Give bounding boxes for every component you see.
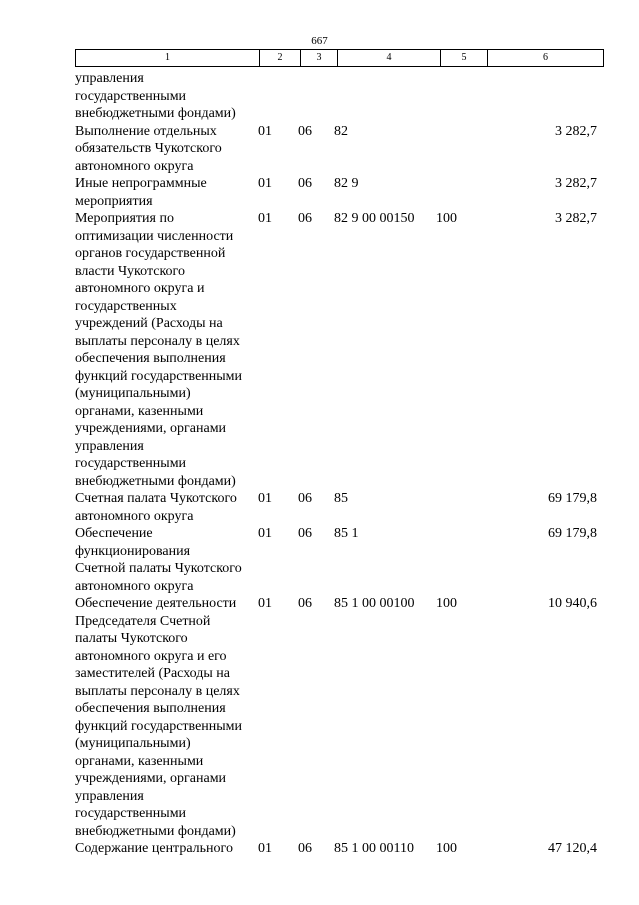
table-header xyxy=(75,49,604,67)
table-header-row xyxy=(76,50,604,67)
table-row xyxy=(75,70,597,123)
row-section: 01 xyxy=(258,123,272,139)
row-subsection: 06 xyxy=(298,841,312,856)
row-name: Иные непрограммные мероприятия xyxy=(75,176,207,209)
row-amount: 3 282,7 xyxy=(555,211,597,226)
row-name: Обеспечение функционирования Счетной палаты Чукотского автономного округа xyxy=(75,526,242,594)
row-amount: 3 282,7 xyxy=(555,176,597,191)
row-name: Счетная палата Чукотского автономного округа xyxy=(75,491,237,524)
row-subsection xyxy=(298,70,334,123)
row-expense-type: 100 xyxy=(436,211,457,226)
row-name: Выполнение отдельных обязательств Чукотского автономного округа xyxy=(75,123,222,174)
row-target-code: 85 1 00 00100 xyxy=(334,596,415,611)
row-subsection: 06 xyxy=(298,211,312,226)
budget-table xyxy=(75,70,597,858)
row-expense-type: 100 xyxy=(436,841,457,856)
row-target-code: 85 1 00 00110 xyxy=(334,841,414,856)
row-target-code xyxy=(334,70,436,123)
row-section: 01 xyxy=(258,841,272,856)
row-expense-type xyxy=(436,525,482,595)
row-amount: 69 179,8 xyxy=(548,526,597,541)
row-expense-type xyxy=(436,70,482,123)
table-row xyxy=(75,595,597,840)
column-header-6: 6 xyxy=(488,50,604,67)
table-row xyxy=(75,525,597,595)
table-row xyxy=(75,123,597,176)
row-section: 01 xyxy=(258,211,272,226)
row-subsection: 06 xyxy=(298,526,312,541)
row-amount xyxy=(482,70,597,123)
row-target-code: 82 9 xyxy=(334,176,359,191)
column-header-1: 1 xyxy=(76,50,260,67)
row-target-code: 82 xyxy=(334,123,348,139)
row-target-code: 85 1 xyxy=(334,526,359,541)
row-expense-type xyxy=(436,123,482,176)
table-row xyxy=(75,210,597,490)
budget-table-body xyxy=(75,70,597,858)
row-target-code: 85 xyxy=(334,491,348,506)
column-header-2: 2 xyxy=(260,50,301,67)
row-section xyxy=(258,70,298,123)
row-amount: 47 120,4 xyxy=(548,841,597,856)
page-number: 667 xyxy=(311,35,328,47)
row-section: 01 xyxy=(258,596,272,611)
row-subsection: 06 xyxy=(298,123,312,139)
row-subsection: 06 xyxy=(298,596,312,611)
row-expense-type: 100 xyxy=(436,596,457,611)
row-amount: 3 282,7 xyxy=(555,123,597,139)
row-expense-type xyxy=(436,490,482,525)
column-header-4: 4 xyxy=(338,50,441,67)
row-name: Содержание центрального xyxy=(75,841,233,856)
row-amount: 69 179,8 xyxy=(548,491,597,506)
row-section: 01 xyxy=(258,491,272,506)
row-section: 01 xyxy=(258,176,272,191)
row-name: Обеспечение деятельности Председателя Счетной палаты Чукотского автономного округа и его заместителей (Расходы на выплаты персоналу в целях обеспечения выполнения функций государственными (муниципальными) органами, казенными учреждениями, органами управления государственными внебюджетными фондами) xyxy=(75,596,243,839)
column-header-5: 5 xyxy=(441,50,488,67)
table-row xyxy=(75,840,597,858)
column-header-3: 3 xyxy=(301,50,338,67)
row-subsection: 06 xyxy=(298,491,312,506)
row-subsection: 06 xyxy=(298,176,312,191)
table-row xyxy=(75,490,597,525)
table-row xyxy=(75,175,597,210)
row-expense-type xyxy=(436,175,482,210)
row-amount: 10 940,6 xyxy=(548,596,597,611)
row-name: Мероприятия по оптимизации численности органов государственной власти Чукотского автономного округа и государственных учреждений (Расходы на выплаты персоналу в целях обеспечения выполнения функций государственными (муниципальными) органами, казенными учреждениями, органами управления государственными внебюджетными фондами) xyxy=(75,211,243,489)
row-section: 01 xyxy=(258,526,272,541)
row-name: управления государственными внебюджетными фондами) xyxy=(75,71,236,121)
row-target-code: 82 9 00 00150 xyxy=(334,211,415,226)
